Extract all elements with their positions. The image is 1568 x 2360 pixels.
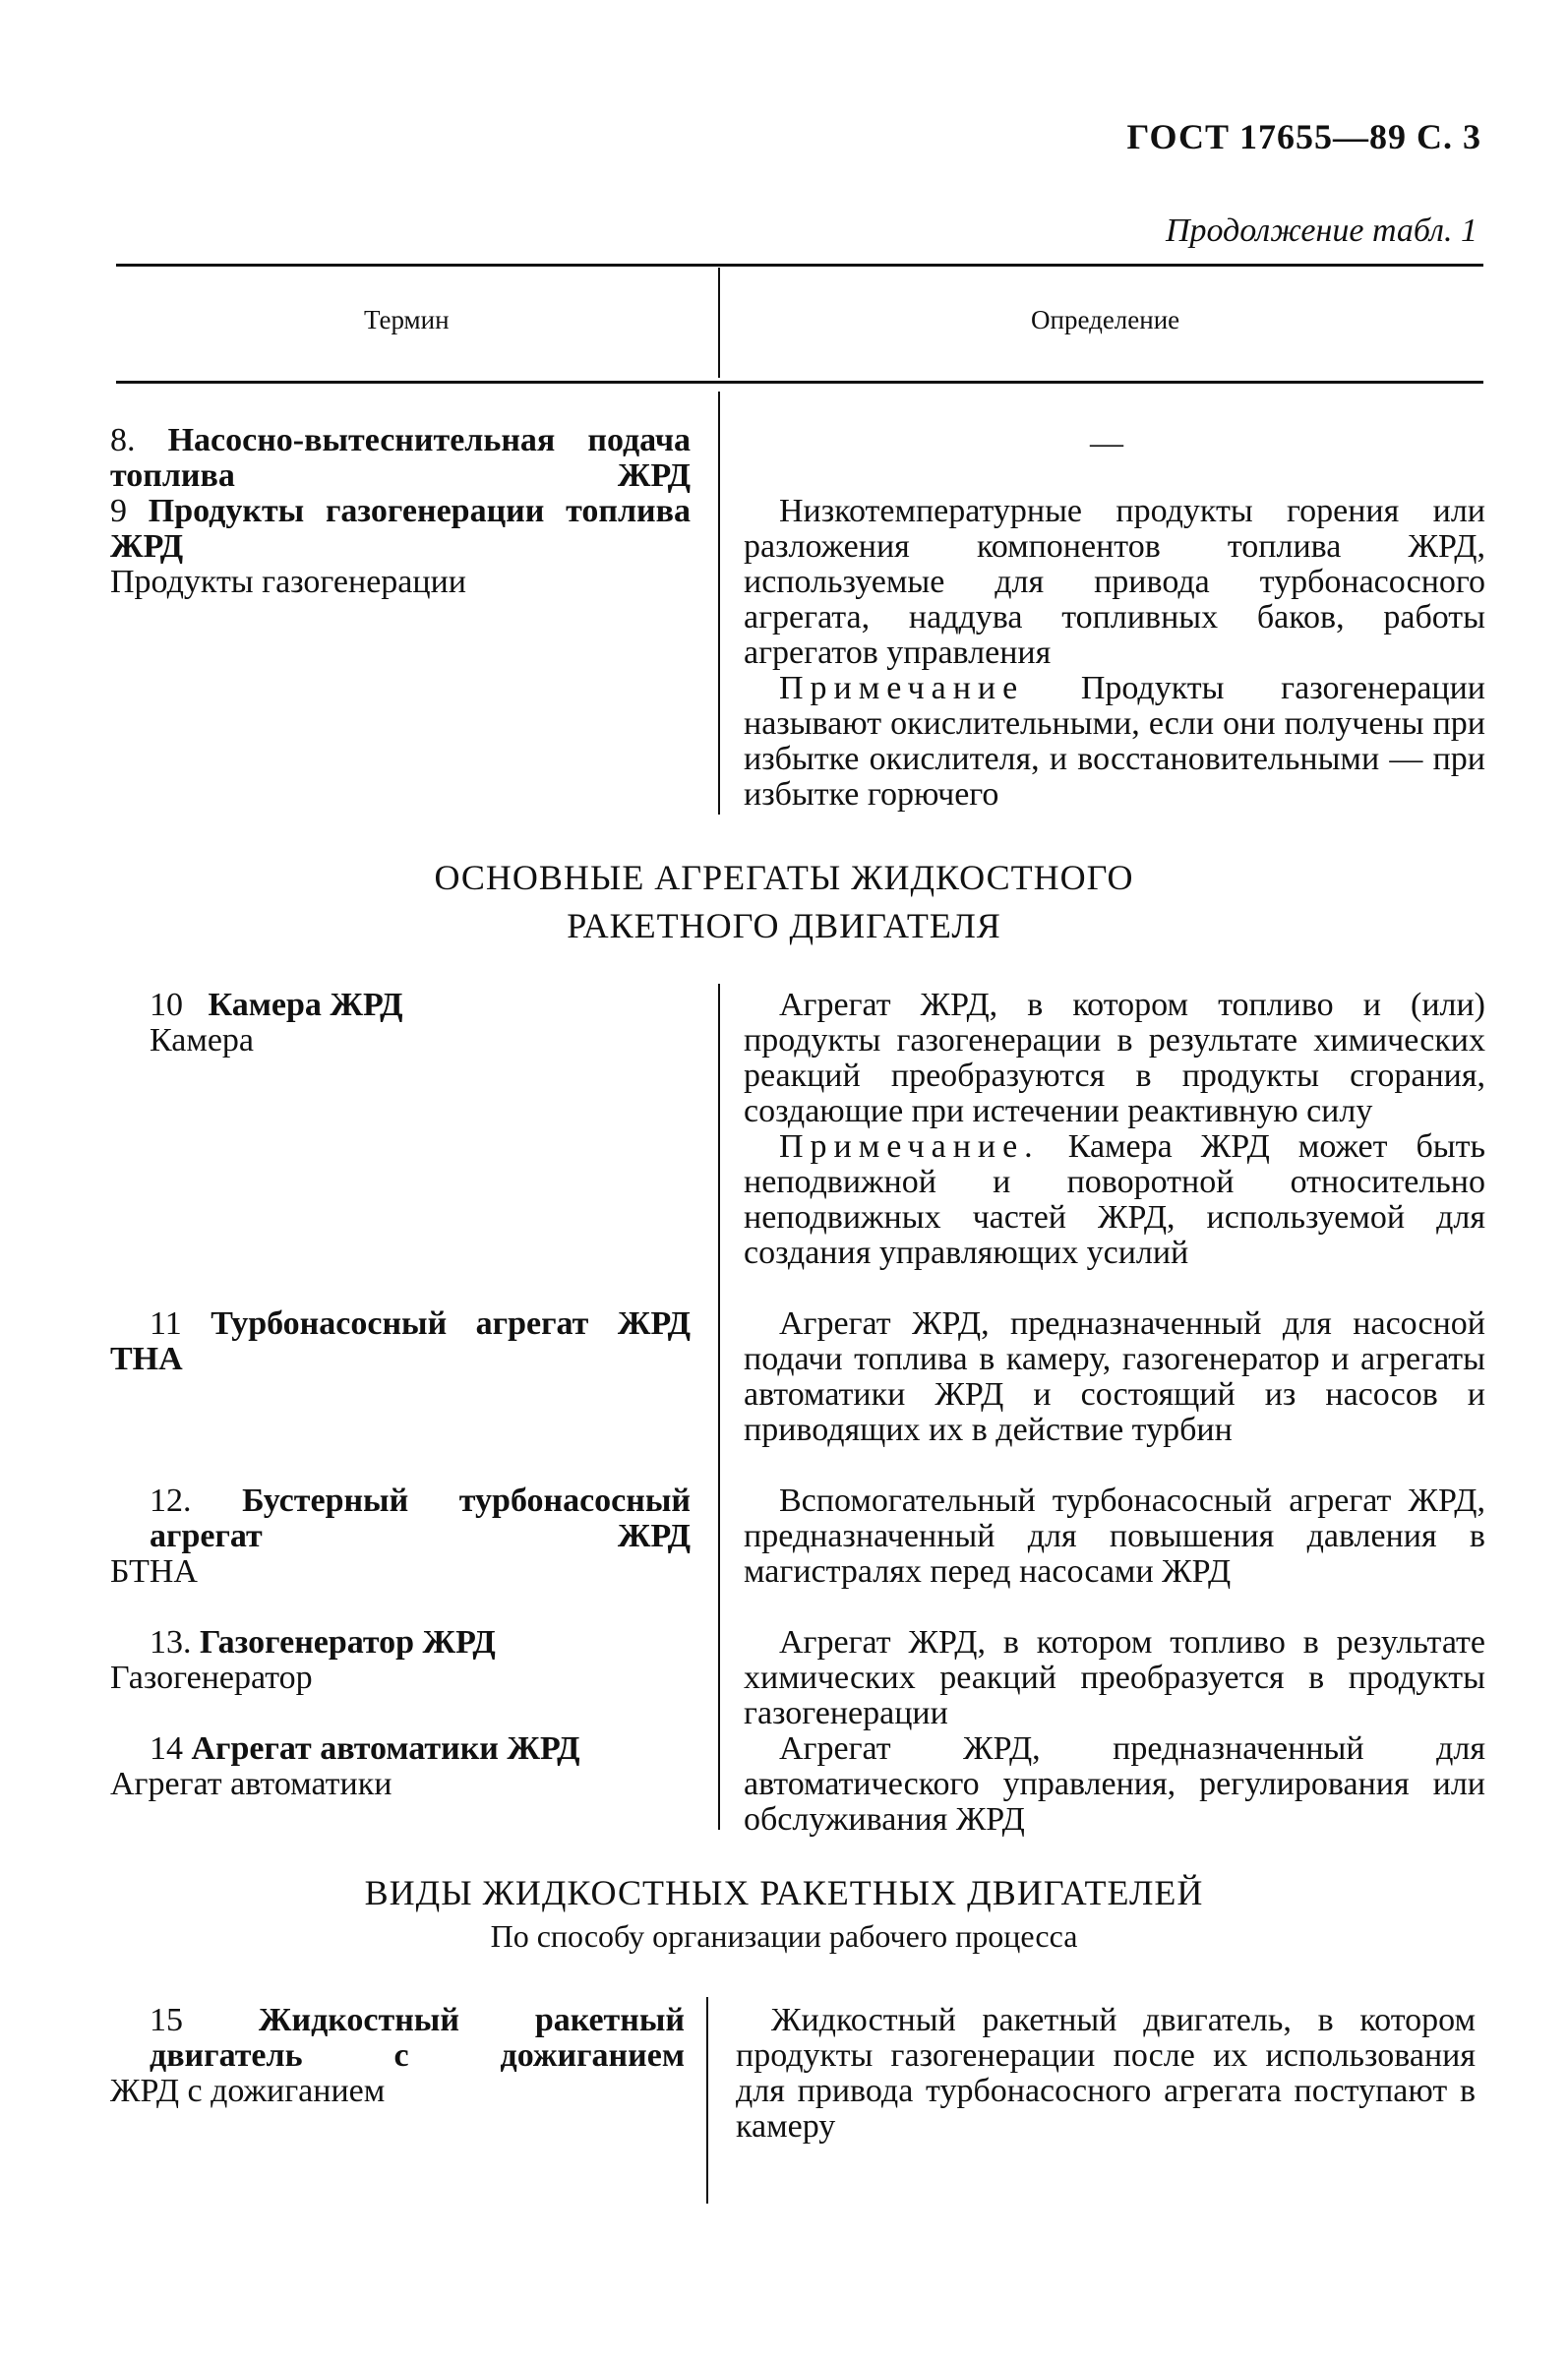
section-title-engine-types: ВИДЫ ЖИДКОСТНЫХ РАКЕТНЫХ ДВИГАТЕЛЕЙ <box>364 1873 1204 1912</box>
term-entry-14 <box>110 1731 691 1802</box>
term-name: Газогенератор ЖРД <box>200 1624 496 1661</box>
section-title-line1: ОСНОВНЫЕ АГРЕГАТЫ ЖИДКОСТНОГО <box>434 858 1134 897</box>
term-synonym: Продукты газогенерации <box>110 564 466 600</box>
definition-entry-10 <box>744 988 1485 1271</box>
definition-text: Жидкостный ракетный двигатель, в котором продукты газогенерации после их использования для привода турбонасосного агрегата поступают в камеру <box>736 2002 1476 2145</box>
table-header-rule <box>116 381 1483 384</box>
definition-text: Агрегат ЖРД, предназначенный для автоматического управления, регулирования или обслуживания ЖРД <box>744 1730 1485 1838</box>
term-entry-10 <box>110 988 691 1059</box>
definition-entry-11 <box>744 1306 1485 1448</box>
term-entry-8 <box>110 423 691 494</box>
section-title-main-units <box>0 854 1568 949</box>
term-synonym: ЖРД с дожиганием <box>110 2073 386 2109</box>
table-top-rule <box>116 264 1483 267</box>
column-divider <box>718 984 720 1830</box>
definition-text: Агрегат ЖРД, в котором топливо в результате химических реакций преобразуется в продукты газогенерации <box>744 1624 1485 1731</box>
definition-entry-14 <box>744 1731 1485 1838</box>
term-synonym: БТНА <box>110 1553 198 1590</box>
term-entry-15 <box>110 2003 685 2109</box>
section-title-line2: РАКЕТНОГО ДВИГАТЕЛЯ <box>567 905 1001 945</box>
term-synonym: Газогенератор <box>110 1660 313 1696</box>
definition-text: Вспомогательный турбонасосный агрегат ЖРД, предназначенный для повышения давления в магистралях перед насосами ЖРД <box>744 1483 1485 1590</box>
term-number: 14 <box>150 1730 183 1767</box>
column-header-term: Термин <box>364 305 450 334</box>
definition-dash: — <box>1090 425 1123 461</box>
term-name: Жидкостный ракетный двигатель с дожиганием <box>150 2002 685 2074</box>
term-number: 13. <box>150 1624 192 1661</box>
term-name: Бустерный турбонасосный агрегат ЖРД <box>150 1483 691 1554</box>
term-number: 9 <box>110 493 127 529</box>
term-name: Агрегат автоматики ЖРД <box>191 1730 580 1767</box>
term-number: 11 <box>150 1305 182 1342</box>
definition-entry-15 <box>736 2003 1476 2145</box>
term-entry-11 <box>110 1306 691 1377</box>
term-entry-13 <box>110 1625 691 1696</box>
term-number: 10 <box>150 987 183 1023</box>
header-column-divider <box>718 268 720 378</box>
term-synonym: Камера <box>150 1022 255 1059</box>
column-divider <box>706 1997 708 2204</box>
term-synonym: Агрегат автоматики <box>110 1766 392 1802</box>
term-name: Продукты газогенерации топлива ЖРД <box>110 493 691 565</box>
term-name: Камера ЖРД <box>208 987 403 1023</box>
note-label: Примечание <box>779 670 1025 706</box>
term-entry-12 <box>110 1483 691 1590</box>
definition-text: Низкотемпературные продукты горения или разложения компонентов топлива ЖРД, используемые для привода турбонасосного агрегата, наддува топливных баков, работы агрегатов управления <box>744 493 1485 671</box>
definition-entry-13 <box>744 1625 1485 1731</box>
definition-entry-12 <box>744 1483 1485 1590</box>
document-header: ГОСТ 17655—89 С. 3 <box>1126 117 1481 156</box>
term-number: 12. <box>150 1483 192 1519</box>
term-number: 15 <box>150 2002 183 2038</box>
column-divider <box>718 392 720 815</box>
definition-entry-9 <box>744 494 1485 813</box>
term-name: Турбонасосный агрегат ЖРД <box>211 1305 691 1342</box>
table-continuation-label: Продолжение табл. 1 <box>1165 212 1478 249</box>
term-synonym: ТНА <box>110 1341 183 1377</box>
definition-text: Агрегат ЖРД, в котором топливо и (или) продукты газогенерации в результате химических реакций преобразуются в продукты сгорания, создающие при истечении реактивную силу <box>744 987 1485 1129</box>
section-subtitle: По способу организации рабочего процесса <box>490 1918 1078 1954</box>
term-entry-9 <box>110 494 691 600</box>
term-name: Насосно-вытеснительная подача топлива ЖРД <box>110 422 691 494</box>
term-number: 8. <box>110 422 136 458</box>
note-text: Продукты газогенерации называют окислительными, если они получены при избытке окислителя, и восстановительными — при избытке горючего <box>744 670 1485 813</box>
note-text: Камера ЖРД может быть неподвижной и поворотной относительно неподвижных частей ЖРД, используемой для создания управляющих усилий <box>744 1128 1485 1271</box>
note-label: Примечание. <box>779 1128 1040 1165</box>
definition-text: Агрегат ЖРД, предназначенный для насосной подачи топлива в камеру, газогенератор и агрегаты автоматики ЖРД и состоящий из насосов и приводящих их в действие турбин <box>744 1305 1485 1448</box>
column-header-definition: Определение <box>1031 305 1180 334</box>
